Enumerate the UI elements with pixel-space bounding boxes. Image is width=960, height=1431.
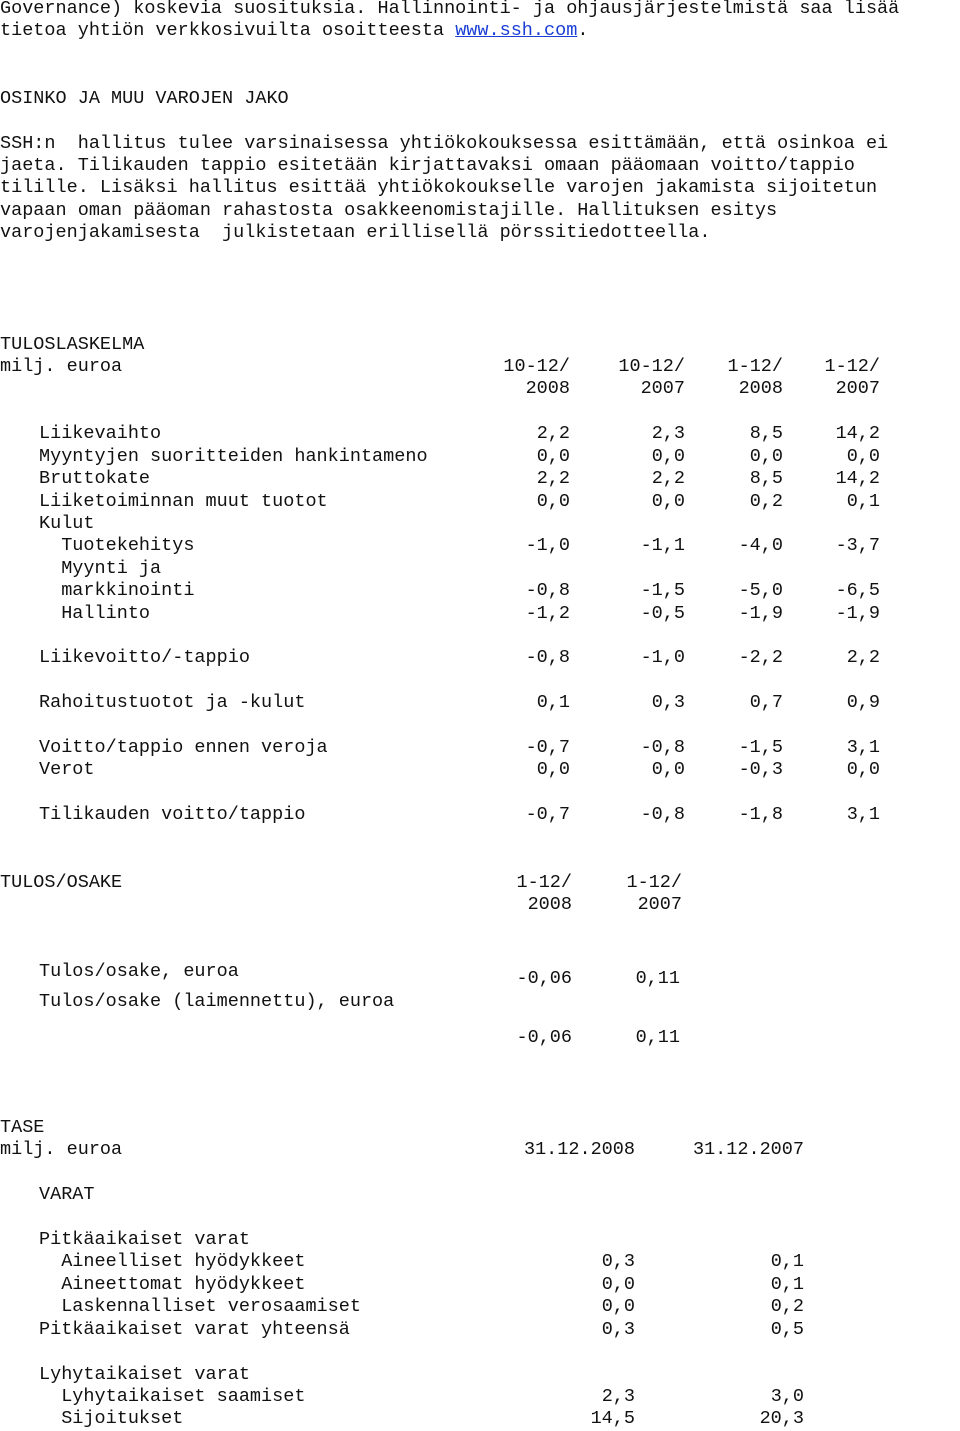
balance-row-label: Lyhytaikaiset varat [39,1364,250,1385]
balance-row-value: 0,1 [770,1274,804,1295]
balance-row-value: 2,3 [601,1386,635,1407]
income-row-value: -4,0 [738,535,783,556]
eps-heading: TULOS/OSAKE [0,872,123,893]
income-unit: milj. euroa [0,356,123,377]
eps-col-head: 1-12/ [626,872,682,893]
eps-label: Tulos/osake, euroa [39,961,239,982]
income-row-value: 2,2 [536,468,570,489]
income-row-value: -0,5 [640,603,685,624]
income-row-value: -1,5 [640,580,685,601]
income-row-label: Tuotekehitys [39,535,195,556]
eps-value: 0,11 [635,968,680,989]
income-col-year: 2008 [738,378,783,399]
income-row-value: -0,7 [525,804,570,825]
income-row-value: 2,2 [536,423,570,444]
intro-line-2 [0,20,588,42]
balance-row-label: Aineettomat hyödykkeet [39,1274,306,1295]
income-row-label: Myynti ja [39,558,162,579]
income-row-label: Liikevaihto [39,423,162,444]
income-row-value: 8,5 [749,468,783,489]
income-heading: TULOSLASKELMA [0,334,145,355]
income-row-label: Hallinto [39,603,151,624]
income-row-value: 0,0 [749,446,783,467]
dividend-heading: OSINKO JA MUU VAROJEN JAKO [0,88,289,109]
eps-col-year: 2007 [637,894,682,915]
eps-col-head: 1-12/ [516,872,572,893]
income-row-value: 0,3 [651,692,685,713]
income-col-year: 2008 [525,378,570,399]
income-row-label: markkinointi [39,580,195,601]
income-row-value: -6,5 [835,580,880,601]
income-row-value: -0,8 [640,737,685,758]
income-row-value: 14,2 [835,423,880,444]
balance-row-label: Lyhytaikaiset saamiset [39,1386,306,1407]
income-row-value: 0,9 [846,692,880,713]
income-row-value: 2,2 [846,647,880,668]
income-row-value: -2,2 [738,647,783,668]
balance-row-value: 14,5 [590,1408,635,1429]
income-row-value: 0,1 [536,692,570,713]
income-row-value: -1,0 [525,535,570,556]
income-row-value: -0,3 [738,759,783,780]
income-row-value: 3,1 [846,804,880,825]
eps-diluted-value: 0,11 [635,1027,680,1048]
balance-row-value: 0,0 [601,1274,635,1295]
income-row-value: 0,0 [651,759,685,780]
income-row-value: 0,0 [536,491,570,512]
balance-row-value: 0,1 [770,1251,804,1272]
income-row-value: -0,8 [525,580,570,601]
income-col-head: 10-12/ [503,356,570,377]
dividend-line: jaeta. Tilikauden tappio esitetään kirjattavaksi omaan pääomaan voitto/tappio [0,155,855,176]
income-row-label: Tilikauden voitto/tappio [39,804,306,825]
dividend-line: vapaan oman pääoman rahastosta osakkeenomistajille. Hallituksen esitys [0,200,778,221]
balance-row-value: 0,2 [770,1296,804,1317]
assets-heading: VARAT [39,1184,95,1205]
income-row-label: Verot [39,759,95,780]
balance-row-value: 0,3 [601,1251,635,1272]
income-row-value: 3,1 [846,737,880,758]
income-row-value: -5,0 [738,580,783,601]
balance-row-label: Aineelliset hyödykkeet [39,1251,306,1272]
balance-heading: TASE [0,1117,45,1138]
income-col-head: 1-12/ [727,356,783,377]
income-row-label: Liiketoiminnan muut tuotot [39,491,328,512]
income-row-value: -1,2 [525,603,570,624]
income-row-value: -1,1 [640,535,685,556]
balance-col-head: 31.12.2007 [692,1139,804,1160]
income-row-value: 0,0 [536,446,570,467]
eps-value: -0,06 [516,968,572,989]
income-row-value: 2,3 [651,423,685,444]
income-col-head: 1-12/ [824,356,880,377]
website-link[interactable]: www.ssh.com [455,20,578,41]
income-row-value: -1,9 [738,603,783,624]
income-row-value: 0,0 [846,446,880,467]
income-row-value: -1,5 [738,737,783,758]
balance-row-value: 0,3 [601,1319,635,1340]
income-row-label: Liikevoitto/-tappio [39,647,250,668]
income-row-value: 0,0 [651,491,685,512]
income-row-value: -0,8 [640,804,685,825]
income-col-year: 2007 [640,378,685,399]
income-row-value: -0,8 [525,647,570,668]
balance-col-head: 31.12.2008 [523,1139,635,1160]
income-row-label: Bruttokate [39,468,151,489]
dividend-line: SSH:n hallitus tulee varsinaisessa yhtiökokouksessa esittämään, että osinkoa ei [0,133,889,154]
income-col-year: 2007 [835,378,880,399]
income-row-value: 0,0 [651,446,685,467]
income-row-label: Kulut [39,513,95,534]
eps-col-year: 2008 [527,894,572,915]
balance-row-value: 0,0 [601,1296,635,1317]
income-row-value: 0,2 [749,491,783,512]
income-row-label: Voitto/tappio ennen veroja [39,737,328,758]
income-row-value: 0,0 [536,759,570,780]
income-row-value: -3,7 [835,535,880,556]
balance-row-label: Pitkäaikaiset varat yhteensä [39,1319,350,1340]
income-row-value: 8,5 [749,423,783,444]
income-row-value: -0,7 [525,737,570,758]
balance-row-value: 0,5 [770,1319,804,1340]
balance-row-value: 20,3 [759,1408,804,1429]
income-row-label: Myyntyjen suoritteiden hankintameno [39,446,428,467]
income-row-value: -1,0 [640,647,685,668]
balance-unit: milj. euroa [0,1139,123,1160]
eps-diluted-value: -0,06 [516,1027,572,1048]
intro-line-1: Governance) koskevia suosituksia. Hallinnointi- ja ohjausjärjestelmistä saa lisää [0,0,900,19]
eps-diluted-label: Tulos/osake (laimennettu), euroa [39,991,395,1012]
income-row-value: -1,9 [835,603,880,624]
balance-row-label: Pitkäaikaiset varat [39,1229,250,1250]
dividend-line: tilille. Lisäksi hallitus esittää yhtiökokoukselle varojen jakamista sijoitetun [0,177,878,198]
intro-line-2-suffix: . [577,20,589,41]
income-row-label: Rahoitustuotot ja -kulut [39,692,306,713]
dividend-line: varojenjakamisesta julkistetaan erillisellä pörssitiedotteella. [0,222,711,243]
income-row-value: -1,8 [738,804,783,825]
balance-row-value: 3,0 [770,1386,804,1407]
intro-line-2-prefix: tietoa yhtiön verkkosivuilta osoitteesta [0,20,456,41]
income-row-value: 14,2 [835,468,880,489]
income-col-head: 10-12/ [618,356,685,377]
income-row-value: 0,0 [846,759,880,780]
balance-row-label: Sijoitukset [39,1408,184,1429]
balance-row-label: Laskennalliset verosaamiset [39,1296,361,1317]
income-row-value: 0,1 [846,491,880,512]
income-row-value: 0,7 [749,692,783,713]
income-row-value: 2,2 [651,468,685,489]
